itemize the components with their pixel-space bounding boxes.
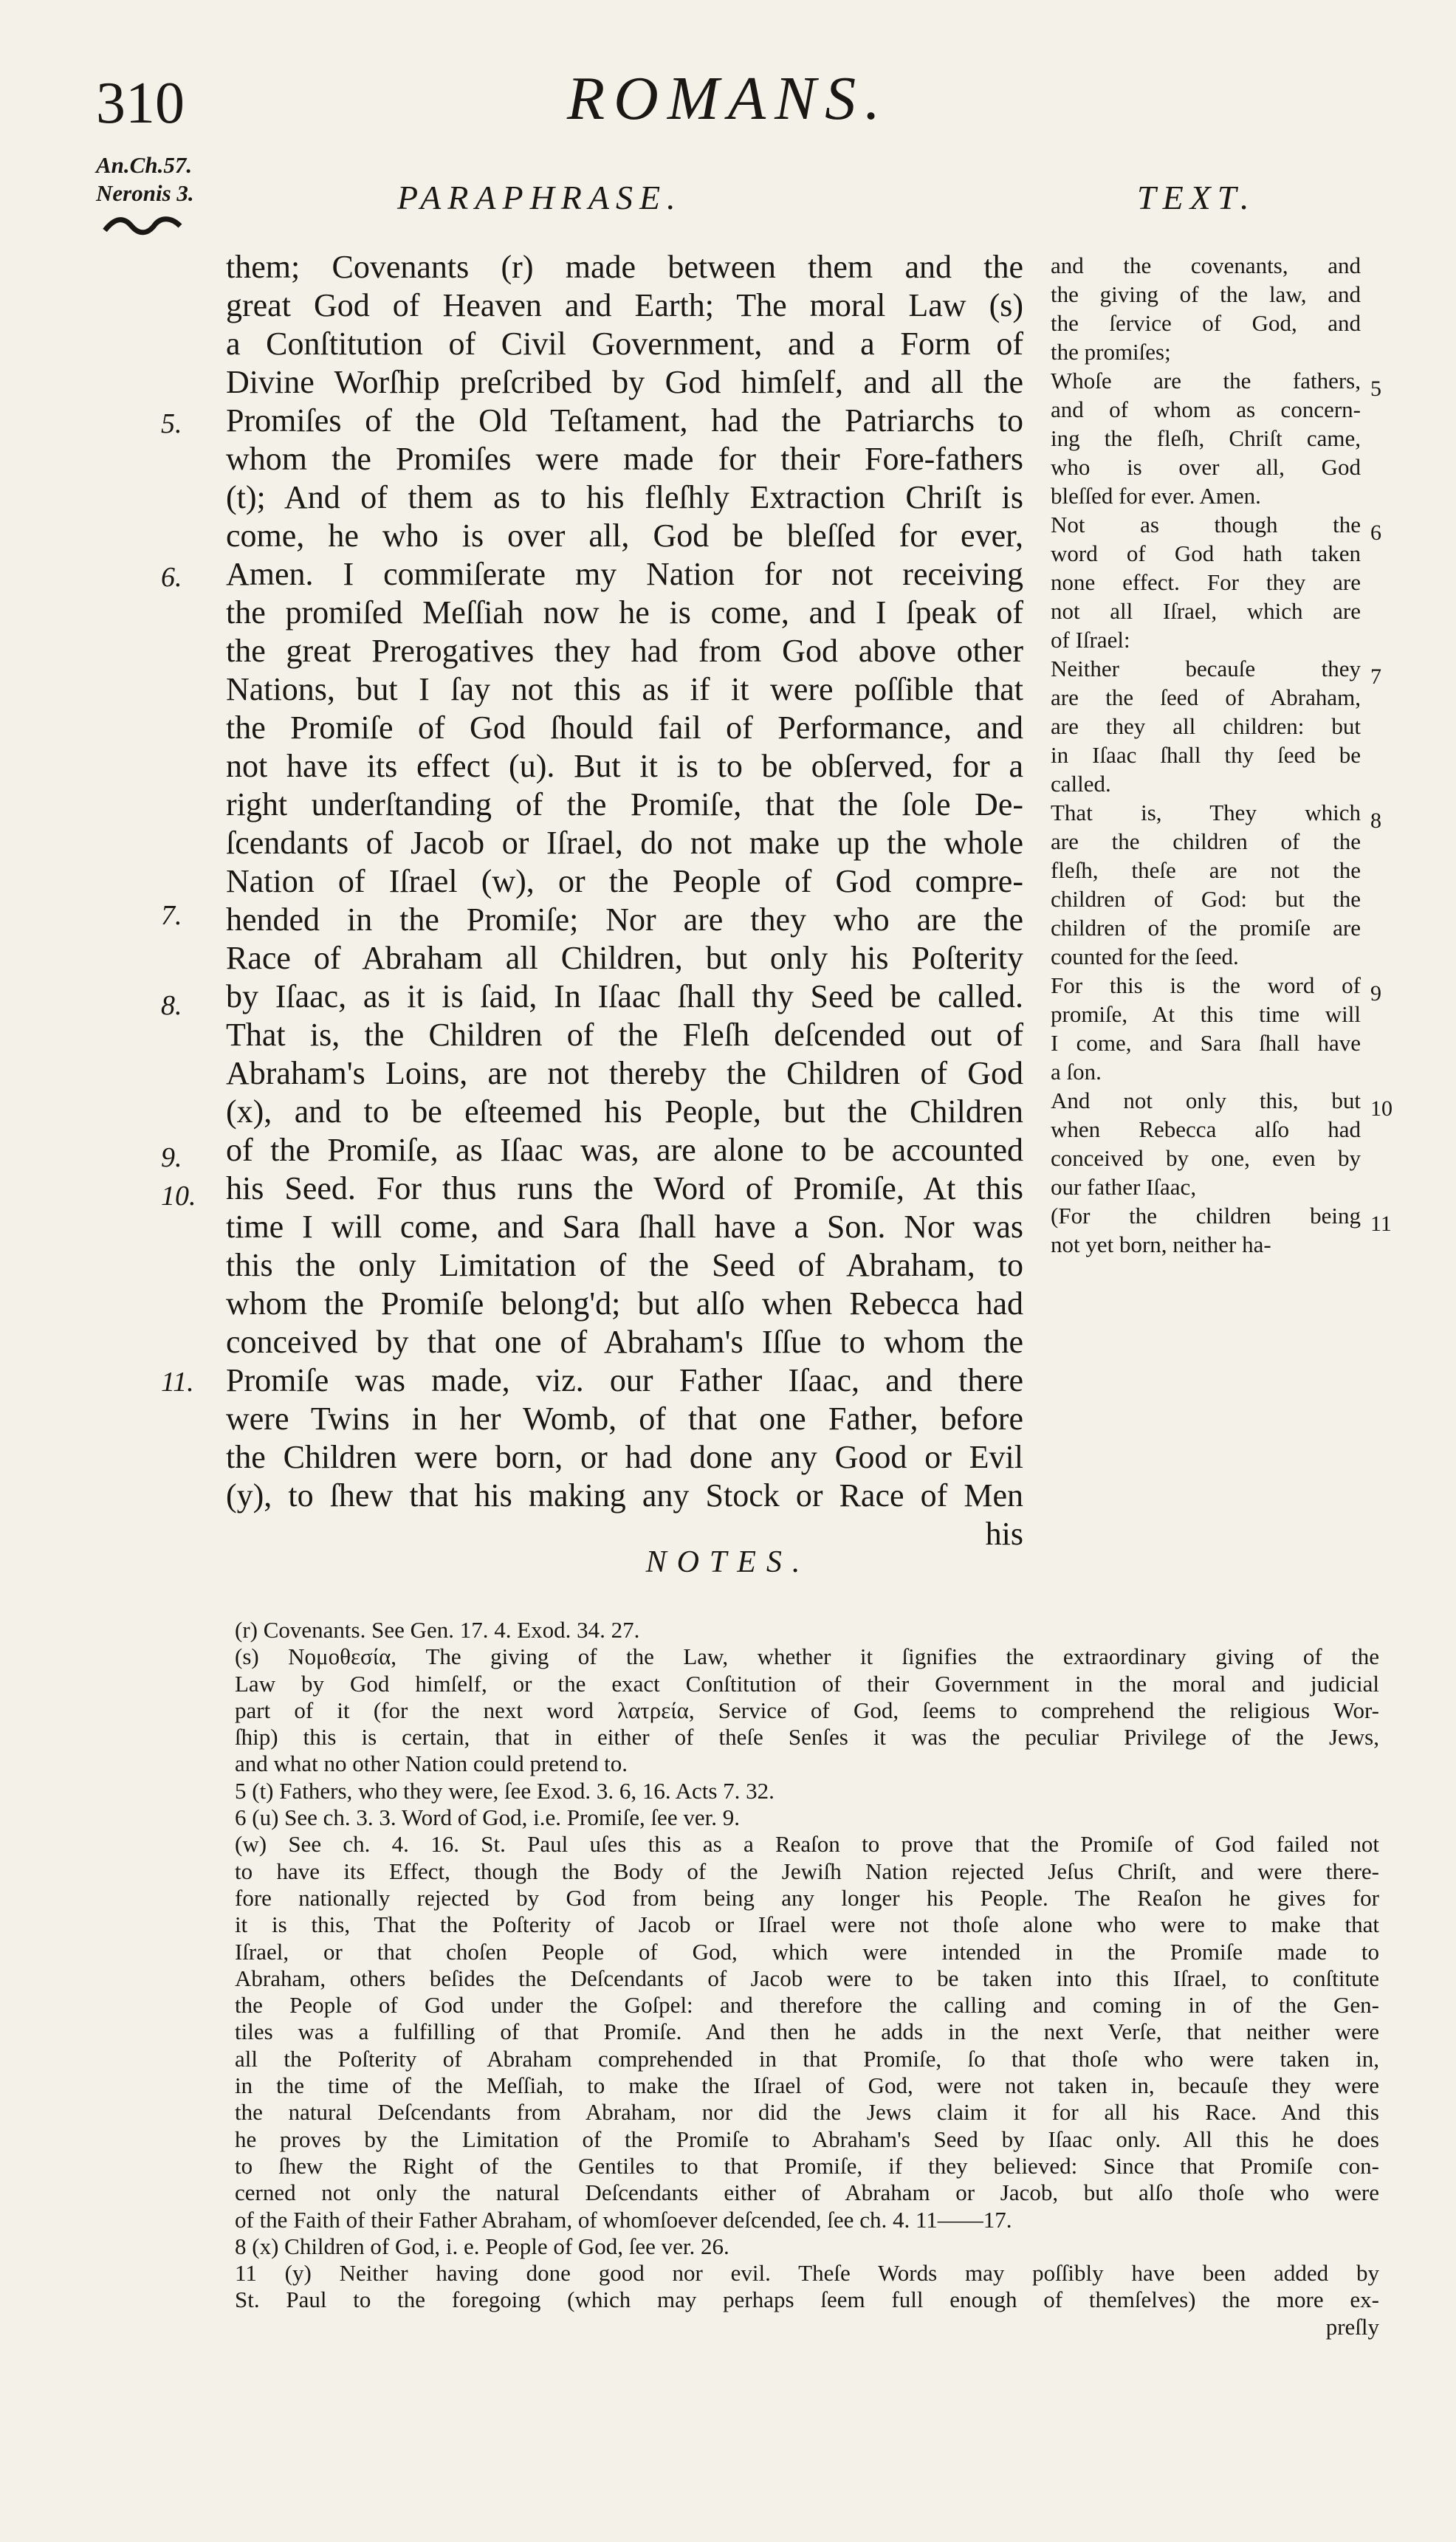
note-line: the natural Deſcendants from Abraham, nor did the Jews claim it for all his Race. And this — [235, 2099, 1379, 2126]
note-line: in the time of the Meſſiah, to make the Iſrael of God, were not taken in, becauſe they were — [235, 2072, 1379, 2099]
note-line: Iſrael, or that choſen People of God, which were intended in the Promiſe made to — [235, 1938, 1379, 1965]
text-line: the promiſes; — [1051, 339, 1171, 365]
note-line: he proves by the Limitation of the Promiſe to Abraham's Seed by Iſaac only. All this he does — [235, 2126, 1379, 2152]
verse-number: 6 — [1370, 521, 1381, 545]
text-line: our father Iſaac, — [1051, 1174, 1197, 1200]
margin-date — [96, 151, 194, 207]
text-line: ing the fleſh, Chriſt came, — [1051, 425, 1361, 451]
paraphrase-line: That is, the Children of the Fleſh deſcended out of — [226, 1017, 1023, 1053]
text-line: (For the children being — [1051, 1203, 1361, 1229]
paraphrase-line: his — [985, 1516, 1023, 1552]
text-line: conceived by one, even by — [1051, 1145, 1361, 1171]
note-line: 6 (u) See ch. 3. 3. Word of God, i.e. Promiſe, ſee ver. 9. — [235, 1804, 740, 1831]
paraphrase-line: conceived by that one of Abraham's Iſſue to whom the — [226, 1324, 1023, 1360]
paraphrase-line: Divine Worſhip preſcribed by God himſelf, and all the — [226, 364, 1023, 400]
text-line: For this is the word of — [1051, 972, 1361, 998]
verse-number: 11 — [1370, 1212, 1392, 1236]
note-line: 11 (y) Neither having done good nor evil. Theſe Words may poſſibly have been added by — [235, 2260, 1379, 2287]
note-line: cerned not only the natural Deſcendants either of Abraham or Jacob, but alſo thoſe who were — [235, 2179, 1379, 2206]
margin-date-reign: Neronis 3. — [96, 180, 194, 206]
paraphrase-column — [226, 248, 1023, 1553]
verse-number: 10 — [1370, 1096, 1393, 1121]
note-line: Abraham, others beſides the Deſcendants of Jacob were to be taken into this Iſrael, to conſtitute — [235, 1965, 1379, 1991]
note-line: St. Paul to the foregoing (which may perhaps ſeem full enough of themſelves) the more ex- — [235, 2287, 1379, 2313]
paraphrase-line: a Conſtitution of Civil Government, and a Form of — [226, 326, 1023, 362]
paraphrase-line: of the Promiſe, as Iſaac was, are alone to be accounted — [226, 1132, 1023, 1168]
paraphrase-line: right underſtanding of the Promiſe, that the ſole De- — [226, 786, 1023, 822]
note-line: tiles was a fulfilling of that Promiſe. And then he adds in the next Verſe, that neither were — [235, 2019, 1379, 2045]
running-title: ROMANS. — [566, 64, 890, 133]
note-line: of the Faith of their Father Abraham, of whomſoever deſcended, ſee ch. 4. 11——17. — [235, 2206, 1012, 2233]
verse-number: 9 — [1370, 981, 1381, 1006]
paraphrase-line: the great Prerogatives they had from God above other — [226, 633, 1023, 669]
paraphrase-line: come, he who is over all, God be bleſſed for ever, — [226, 518, 1023, 554]
paraphrase-line: (y), to ſhew that his making any Stock or Race of Men — [226, 1477, 1023, 1514]
text-line: fleſh, theſe are not the — [1051, 857, 1361, 883]
text-line: are the ſeed of Abraham, — [1051, 684, 1361, 710]
paraphrase-line: by Iſaac, as it is ſaid, In Iſaac ſhall thy Seed be called. — [226, 978, 1023, 1014]
paraphrase-line: Abraham's Loins, are not thereby the Children of God — [226, 1055, 1023, 1091]
text-line: the ſervice of God, and — [1051, 310, 1361, 336]
text-line: bleſſed for ever. Amen. — [1051, 483, 1261, 509]
paraphrase-line: Promiſe was made, viz. our Father Iſaac, and there — [226, 1362, 1023, 1398]
note-line: to ſhew the Right of the Gentiles to that Promiſe, if they believed: Since that Promiſe con- — [235, 2152, 1379, 2179]
note-line: and what no other Nation could pretend to. — [235, 1751, 628, 1777]
verse-number: 5. — [161, 408, 182, 439]
paraphrase-line: the Promiſe of God ſhould fail of Performance, and — [226, 710, 1023, 746]
text-line: That is, They which — [1051, 800, 1361, 825]
verse-number: 10. — [161, 1181, 196, 1212]
note-line: fore nationally rejected by God from being any longer his People. The Reaſon he gives for — [235, 1884, 1379, 1911]
text-line: counted for the ſeed. — [1051, 944, 1239, 969]
text-line: Whoſe are the fathers, — [1051, 368, 1361, 394]
text-line: and of whom as concern- — [1051, 396, 1361, 422]
paraphrase-line: whom the Promiſe belong'd; but alſo when Rebecca had — [226, 1285, 1023, 1322]
text-line: promiſe, At this time will — [1051, 1001, 1361, 1027]
note-line: (s) Νομοθεσία, The giving of the Law, whether it ſignifies the extraordinary giving of the — [235, 1643, 1379, 1670]
paraphrase-line: Nations, but I ſay not this as if it were poſſible that — [226, 671, 1023, 707]
verse-number: 7 — [1370, 664, 1381, 689]
verse-number: 8. — [161, 990, 182, 1021]
verse-number: 6. — [161, 562, 182, 593]
notes-heading: NOTES. — [645, 1545, 811, 1579]
text-line: a ſon. — [1051, 1059, 1102, 1085]
text-line: and the covenants, and — [1051, 253, 1361, 278]
paraphrase-line: Nation of Iſrael (w), or the People of God compre- — [226, 863, 1023, 899]
paraphrase-line: time I will come, and Sara ſhall have a Son. Nor was — [226, 1209, 1023, 1245]
text-line: children of the promiſe are — [1051, 915, 1361, 941]
note-line: part of it (for the next word λατρεία, Service of God, ſeems to comprehend the religious Wor- — [235, 1697, 1379, 1723]
text-line: Neither becauſe they — [1051, 656, 1361, 681]
paraphrase-line: the promiſed Meſſiah now he is come, and I ſpeak of — [226, 594, 1023, 631]
text-line: when Rebecca alſo had — [1051, 1116, 1361, 1142]
text-line: not all Iſrael, which are — [1051, 598, 1361, 624]
paraphrase-line: not have its effect (u). But it is to be obſerved, for a — [226, 748, 1023, 784]
paraphrase-line: (x), and to be eſteemed his People, but the Children — [226, 1093, 1023, 1130]
paraphrase-line: whom the Promiſes were made for their Fore-fathers — [226, 441, 1023, 477]
verse-number: 8 — [1370, 808, 1381, 833]
notes-section — [235, 1617, 1379, 2340]
verse-number: 5 — [1370, 377, 1381, 401]
page-number: 310 — [96, 71, 185, 136]
paraphrase-line: the Children were born, or had done any Good or Evil — [226, 1439, 1023, 1475]
note-line: it is this, That the Poſterity of Jacob or Iſrael were not thoſe alone who were to make that — [235, 1911, 1379, 1938]
verse-number: 7. — [161, 900, 182, 931]
text-line: word of God hath taken — [1051, 540, 1361, 566]
text-line: I come, and Sara ſhall have — [1051, 1030, 1361, 1056]
paraphrase-line: Race of Abraham all Children, but only his Poſterity — [226, 940, 1023, 976]
text-line: And not only this, but — [1051, 1088, 1361, 1113]
paraphrase-line: great God of Heaven and Earth; The moral Law (s) — [226, 287, 1023, 323]
text-column — [1051, 251, 1361, 1259]
text-line: are the children of the — [1051, 828, 1361, 854]
paraphrase-line: them; Covenants (r) made between them and the — [226, 249, 1023, 285]
note-line: to have its Effect, though the Body of the Jewiſh Nation rejected Jeſus Chriſt, and were there- — [235, 1858, 1379, 1884]
verse-number: 11. — [161, 1367, 194, 1398]
note-line: preſly — [1325, 2313, 1379, 2340]
text-line: not yet born, neither ha- — [1051, 1232, 1271, 1257]
text-heading: TEXT. — [1137, 179, 1256, 216]
paraphrase-line: hended in the Promiſe; Nor are they who are the — [226, 901, 1023, 938]
verse-number: 9. — [161, 1142, 182, 1173]
text-line: none effect. For they are — [1051, 569, 1361, 595]
paraphrase-line: ſcendants of Jacob or Iſrael, do not make up the whole — [226, 825, 1023, 861]
note-line: Law by God himſelf, or the exact Conſtitution of their Government in the moral and judicial — [235, 1670, 1379, 1697]
paraphrase-heading: PARAPHRASE. — [397, 179, 682, 216]
paraphrase-line: Promiſes of the Old Teſtament, had the Patriarchs to — [226, 402, 1023, 439]
note-line: (w) See ch. 4. 16. St. Paul uſes this as a Reaſon to prove that the Promiſe of God failed not — [235, 1831, 1379, 1858]
note-line: all the Poſterity of Abraham comprehended in that Promiſe, ſo that thoſe who were taken in, — [235, 2045, 1379, 2072]
text-line: children of God: but the — [1051, 886, 1361, 912]
paraphrase-line: Amen. I commiſerate my Nation for not receiving — [226, 556, 1023, 592]
text-line: of Iſrael: — [1051, 627, 1130, 653]
ornament-flourish — [102, 216, 183, 236]
paraphrase-line: this the only Limitation of the Seed of Abraham, to — [226, 1247, 1023, 1283]
paraphrase-line: (t); And of them as to his fleſhly Extraction Chriſt is — [226, 479, 1023, 515]
margin-date-year: An.Ch.57. — [96, 152, 193, 178]
note-line: ſhip) this is certain, that in either of theſe Senſes it was the peculiar Privilege of the Jews, — [235, 1724, 1379, 1751]
text-line: Not as though the — [1051, 512, 1361, 537]
text-line: called. — [1051, 771, 1111, 797]
text-line: who is over all, God — [1051, 454, 1361, 480]
paraphrase-line: his Seed. For thus runs the Word of Promiſe, At this — [226, 1170, 1023, 1206]
text-line: are they all children: but — [1051, 713, 1361, 739]
paraphrase-line: were Twins in her Womb, of that one Father, before — [226, 1401, 1023, 1437]
text-line: in Iſaac ſhall thy ſeed be — [1051, 742, 1361, 768]
note-line: (r) Covenants. See Gen. 17. 4. Exod. 34. 27. — [235, 1617, 640, 1643]
note-line: 8 (x) Children of God, i. e. People of God, ſee ver. 26. — [235, 2233, 729, 2259]
text-line: the giving of the law, and — [1051, 281, 1361, 307]
note-line: 5 (t) Fathers, who they were, ſee Exod. 3. 6, 16. Acts 7. 32. — [235, 1777, 775, 1804]
note-line: the People of God under the Goſpel: and therefore the calling and coming in of the Gen- — [235, 1992, 1379, 2019]
